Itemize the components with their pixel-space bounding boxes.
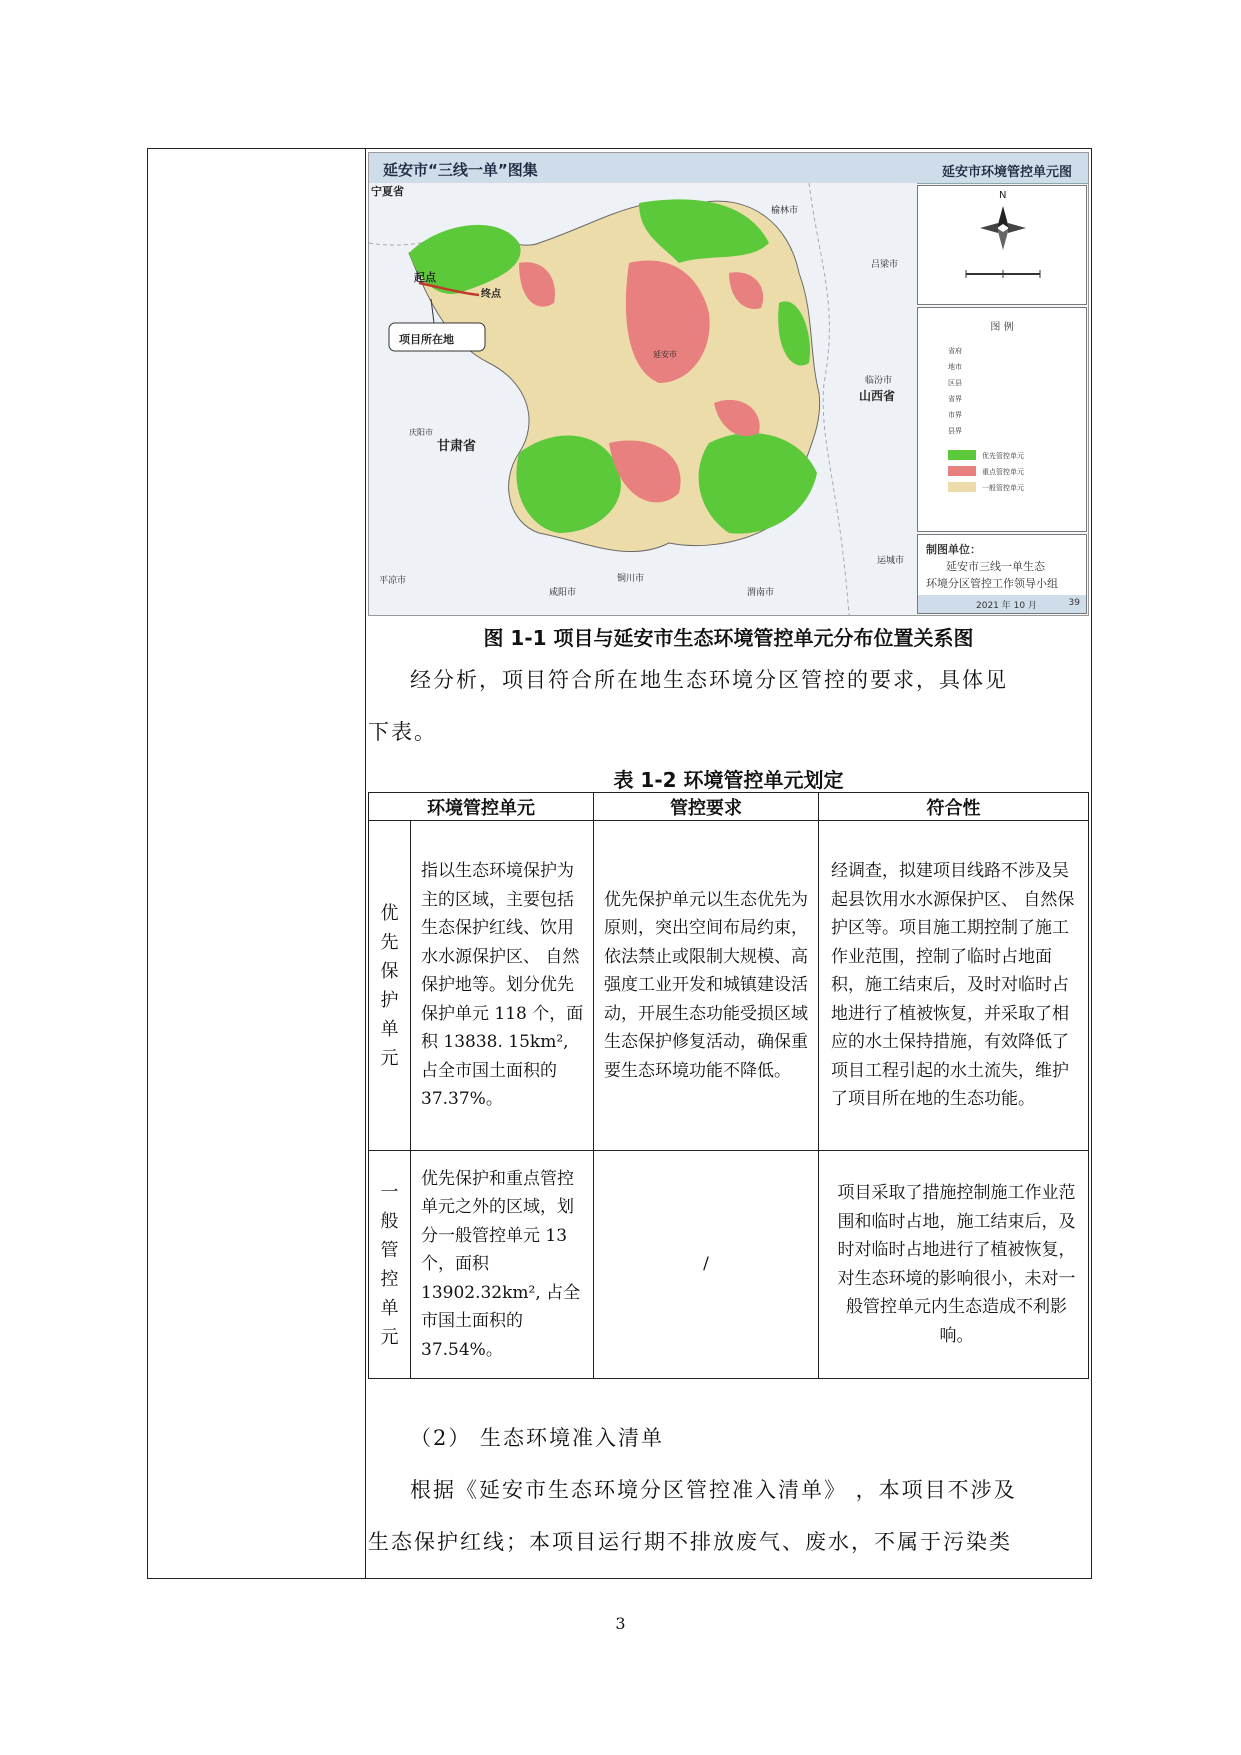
unit-name-priority: 优先保护单元 <box>380 902 399 1069</box>
label-qingyang: 庆阳市 <box>409 428 433 437</box>
map-drawing <box>369 183 917 615</box>
legend-key-label: 重点管控单元 <box>982 468 1024 476</box>
compass-n-label: N <box>999 190 1007 201</box>
compass-panel <box>917 185 1087 305</box>
subheading: （2） 生态环境准入清单 <box>410 1426 665 1450</box>
label-weinan: 渭南市 <box>747 588 775 598</box>
label-ningxia: 宁夏省 <box>371 185 404 198</box>
maker-label: 制图单位： <box>926 543 981 556</box>
label-shanxi: 山西省 <box>859 389 896 403</box>
page-number: 3 <box>615 1614 626 1633</box>
access-paragraph-line2: 生态保护红线；本项目运行期不排放废气、废水，不属于污染类 <box>368 1530 1012 1554</box>
figure-caption: 图 1-1 项目与延安市生态环境管控单元分布位置关系图 <box>483 626 974 650</box>
control-unit-table <box>368 792 1089 1379</box>
compliance-cell: 经调查，拟建项目线路不涉及吴起县饮用水水源保护区、 自然保护区等。项目施工期控制了施工作业范围，控制了临时占地面积，施工结束后，及时对临时占地进行了植被恢复，并采取了相应的水土保持措施，有效降低了项目工程引起的水土流失，维护了项目所在地的生态功能。 <box>831 861 1075 1110</box>
legend-item: 区县 <box>948 379 962 387</box>
table-caption: 表 1-2 环境管控单元划定 <box>613 768 844 792</box>
map-side-panel <box>917 185 1089 615</box>
unit-name-general: 一般管控单元 <box>380 1181 399 1348</box>
map-date: 2021 年 10 月 <box>976 601 1037 611</box>
definition-cell: 指以生态环境保护为主的区域，主要包括生态保护红线、饮用水水源保护区、 自然保护地等。划分优先保护单元 118 个，面积 13838. 15km², 占全市国土面积的 37.37%。 <box>421 861 584 1110</box>
map-date-bar <box>918 595 1086 613</box>
compliance-cell: 项目采取了措施控制施工作业范围和临时占地，施工结束后，及时对临时占地进行了植被恢复，对生态环境的影响很小，未对一般管控单元内生态造成不利影响。 <box>837 1183 1076 1346</box>
legend-panel <box>917 307 1087 532</box>
header-unit: 环境管控单元 <box>369 793 594 821</box>
label-gansu: 甘肃省 <box>437 439 477 454</box>
legend-key-swatch <box>948 466 976 476</box>
label-yulin: 榆林市 <box>771 206 799 216</box>
legend-general-swatch <box>948 482 976 492</box>
maker-line1: 延安市三线一单生态 <box>946 560 1045 573</box>
definition-cell: 优先保护和重点管控单元之外的区域，划分一般管控单元 13 个，面积 13902.32km², 占全市国土面积的 37.54%。 <box>421 1168 581 1360</box>
atlas-page-number: 39 <box>1068 598 1080 608</box>
label-end-point: 终点 <box>481 289 501 300</box>
label-start-point: 起点 <box>414 271 436 284</box>
maker-panel <box>917 534 1087 614</box>
map-figure <box>368 152 1089 616</box>
legend-item: 地市 <box>948 363 962 371</box>
label-yuncheng: 运城市 <box>877 556 905 566</box>
map-header <box>369 153 1088 184</box>
label-xianyang: 咸阳市 <box>549 588 577 598</box>
requirement-cell: 优先保护单元以生态优先为原则，突出空间布局约束，依法禁止或限制大规模、高强度工业开发和城镇建设活动，开展生态功能受损区域生态保护修复活动，确保重要生态环境功能不降低。 <box>604 889 808 1081</box>
label-tongchuan: 铜川市 <box>617 574 645 584</box>
legend-priority-swatch <box>948 450 976 460</box>
north-arrow <box>918 186 1088 304</box>
header-requirement: 管控要求 <box>594 793 819 821</box>
analysis-paragraph-line2: 下表。 <box>368 720 437 744</box>
label-yanan-city: 延安市 <box>653 350 677 359</box>
legend-title: 图 例 <box>990 322 1014 333</box>
maker-line2: 环境分区管控工作领导小组 <box>926 577 1058 590</box>
label-linfen: 临汾市 <box>865 376 893 386</box>
label-pingliang: 平凉市 <box>379 576 407 586</box>
requirement-cell: / <box>703 1254 709 1275</box>
analysis-paragraph-line1: 经分析，项目符合所在地生态环境分区管控的要求，具体见 <box>410 668 1008 692</box>
header-compliance: 符合性 <box>819 793 1089 821</box>
map-title: 延安市环境管控单元图 <box>941 165 1072 180</box>
label-project-location: 项目所在地 <box>399 333 454 346</box>
table-header-row <box>369 793 1089 821</box>
label-lvliang: 吕梁市 <box>871 260 899 270</box>
legend-item: 县界 <box>948 427 962 435</box>
legend-priority-label: 优先管控单元 <box>982 452 1024 460</box>
compass-north-point <box>997 206 1009 228</box>
legend-item: 省府 <box>948 347 962 355</box>
table-row <box>369 821 1089 1151</box>
column-divider <box>365 148 366 1579</box>
legend-item: 省界 <box>948 395 962 403</box>
table-row <box>369 1151 1089 1379</box>
legend-general-label: 一般管控单元 <box>982 484 1024 492</box>
access-paragraph-line1: 根据《延安市生态环境分区管控准入清单》 ，本项目不涉及 <box>410 1478 1017 1502</box>
legend-item: 市界 <box>948 411 962 419</box>
map-atlas-title: 延安市“三线一单”图集 <box>383 161 538 179</box>
